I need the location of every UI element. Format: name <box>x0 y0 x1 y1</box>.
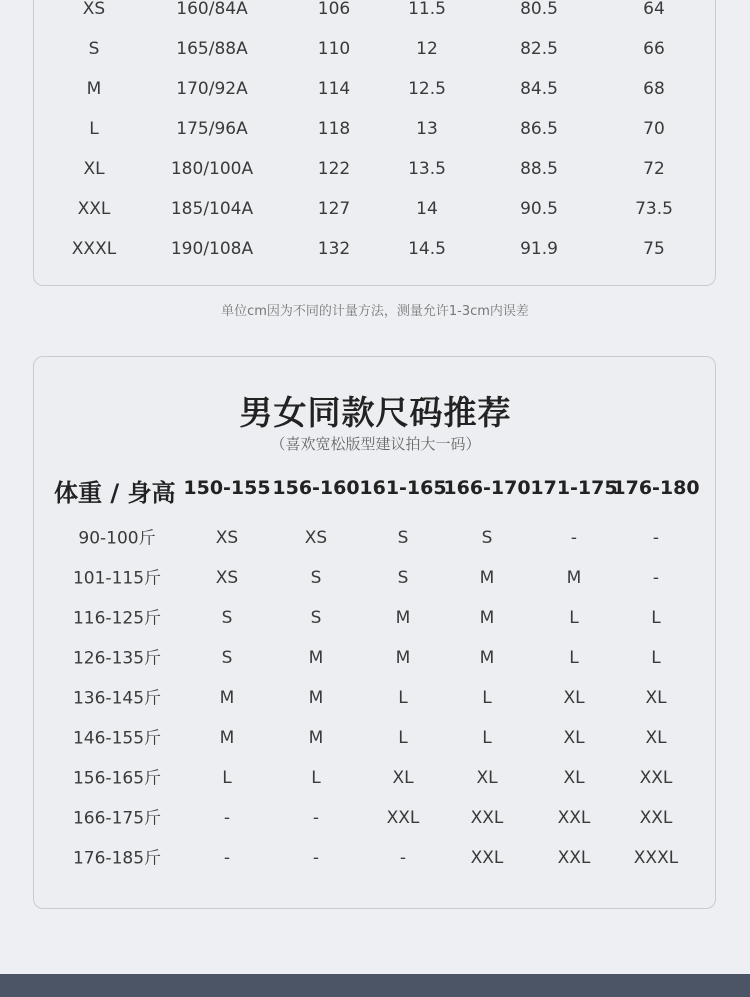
recommended-size-cell: - <box>570 528 578 548</box>
recommended-size-cell: L <box>222 768 232 788</box>
weight-label: 156-165斤 <box>72 768 162 789</box>
size-table-cell: 114 <box>317 79 351 99</box>
recommended-size-cell: XL <box>392 768 414 788</box>
recommended-size-cell: S <box>481 528 493 548</box>
size-table-cell: 175/96A <box>176 119 248 139</box>
size-table-cell: 132 <box>317 239 351 259</box>
recommended-size-cell: XXL <box>639 808 673 828</box>
recommended-size-cell: L <box>482 728 492 748</box>
size-table-cell: 180/100A <box>170 159 254 179</box>
recommended-size-cell: XL <box>563 768 585 788</box>
recommended-size-cell: XS <box>215 568 239 588</box>
recommended-size-cell: XXL <box>470 848 504 868</box>
size-table-cell: 160/84A <box>176 0 248 19</box>
recommended-size-cell: L <box>482 688 492 708</box>
recommended-size-cell: M <box>308 728 324 748</box>
size-table-cell: 88.5 <box>520 159 558 179</box>
size-table-cell: 73.5 <box>635 199 673 219</box>
weight-label: 101-115斤 <box>72 568 162 589</box>
size-table-cell: 12.5 <box>408 79 446 99</box>
recommended-size-cell: XL <box>476 768 498 788</box>
recommended-size-cell: - <box>399 848 407 868</box>
height-header-cell: 161-165 <box>359 477 447 499</box>
recommended-size-cell: M <box>219 688 235 708</box>
recommendation-title: 男女同款尺码推荐 <box>239 393 512 432</box>
size-table-cell: L <box>89 119 99 139</box>
size-table-cell: 70 <box>643 119 665 139</box>
recommended-size-cell: L <box>569 608 579 628</box>
recommended-size-cell: S <box>397 568 409 588</box>
weight-height-header: 体重 / 身高 <box>54 479 176 507</box>
size-table-cell: 66 <box>643 39 665 59</box>
weight-label: 136-145斤 <box>72 688 162 709</box>
recommended-size-cell: M <box>219 728 235 748</box>
recommended-size-cell: M <box>308 688 324 708</box>
recommended-size-cell: XS <box>304 528 328 548</box>
weight-label: 146-155斤 <box>72 728 162 749</box>
size-table-cell: 127 <box>317 199 351 219</box>
size-table-cell: 86.5 <box>520 119 558 139</box>
height-header-cell: 150-155 <box>183 477 271 499</box>
recommended-size-cell: L <box>651 608 661 628</box>
size-table-cell: 14 <box>416 199 438 219</box>
height-header-cell: 166-170 <box>443 477 531 499</box>
size-table-cell: 75 <box>643 239 665 259</box>
recommended-size-cell: XXXL <box>633 848 679 868</box>
recommended-size-cell: L <box>311 768 321 788</box>
size-table-cell: 80.5 <box>520 0 558 19</box>
size-table-cell: XL <box>83 159 105 179</box>
recommended-size-cell: M <box>308 648 324 668</box>
recommended-size-cell: L <box>398 728 408 748</box>
size-table-cell: 14.5 <box>408 239 446 259</box>
recommended-size-cell: XL <box>563 688 585 708</box>
weight-label: 90-100斤 <box>78 528 156 549</box>
recommended-size-cell: M <box>479 568 495 588</box>
recommended-size-cell: XXL <box>557 848 591 868</box>
recommended-size-cell: S <box>310 568 322 588</box>
weight-label: 126-135斤 <box>72 648 162 669</box>
recommended-size-cell: M <box>479 648 495 668</box>
weight-label: 166-175斤 <box>72 808 162 829</box>
recommended-size-cell: - <box>312 808 320 828</box>
recommended-size-cell: - <box>223 808 231 828</box>
size-table-cell: M <box>86 79 102 99</box>
recommended-size-cell: S <box>221 608 233 628</box>
recommended-size-cell: L <box>651 648 661 668</box>
size-table-cell: 90.5 <box>520 199 558 219</box>
recommended-size-cell: - <box>652 568 660 588</box>
recommended-size-cell: S <box>221 648 233 668</box>
recommended-size-cell: XXL <box>386 808 420 828</box>
weight-label: 176-185斤 <box>72 848 162 869</box>
recommendation-subtitle: （喜欢宽松版型建议拍大一码） <box>270 435 481 453</box>
recommended-size-cell: XL <box>645 728 667 748</box>
recommended-size-cell: M <box>395 648 411 668</box>
size-table-cell: 72 <box>643 159 665 179</box>
height-header-cell: 171-175 <box>530 477 618 499</box>
size-table-cell: 64 <box>643 0 665 19</box>
size-table-cell: 68 <box>643 79 665 99</box>
size-table-cell: 82.5 <box>520 39 558 59</box>
size-table-cell: 165/88A <box>176 39 248 59</box>
weight-label: 116-125斤 <box>72 608 162 629</box>
recommended-size-cell: XL <box>563 728 585 748</box>
recommended-size-cell: - <box>312 848 320 868</box>
size-table-cell: 110 <box>317 39 351 59</box>
size-table-cell: 12 <box>416 39 438 59</box>
height-header-cell: 156-160 <box>272 477 360 499</box>
size-table-cell: 190/108A <box>170 239 254 259</box>
bottom-bar <box>0 974 750 997</box>
recommended-size-cell: L <box>569 648 579 668</box>
size-table-cell: XS <box>82 0 106 19</box>
size-recommendation-card <box>33 356 716 909</box>
size-table-cell: XXXL <box>71 239 117 259</box>
size-table-cell: 118 <box>317 119 351 139</box>
size-table-cell: S <box>88 39 100 59</box>
size-table-cell: 106 <box>317 0 351 19</box>
size-table-cell: XXL <box>77 199 111 219</box>
size-table-cell: 122 <box>317 159 351 179</box>
recommended-size-cell: XS <box>215 528 239 548</box>
size-table-cell: 170/92A <box>176 79 248 99</box>
measurement-note: 单位cm因为不同的计量方法，测量允许1-3cm内误差 <box>221 304 529 319</box>
size-table-cell: 185/104A <box>170 199 254 219</box>
recommended-size-cell: M <box>395 608 411 628</box>
recommended-size-cell: L <box>398 688 408 708</box>
recommended-size-cell: XXL <box>470 808 504 828</box>
size-table-cell: 11.5 <box>408 0 446 19</box>
recommended-size-cell: M <box>566 568 582 588</box>
recommended-size-cell: - <box>652 528 660 548</box>
size-table-cell: 84.5 <box>520 79 558 99</box>
recommended-size-cell: XL <box>645 688 667 708</box>
size-chart-card <box>33 0 716 286</box>
recommended-size-cell: - <box>223 848 231 868</box>
recommended-size-cell: XXL <box>639 768 673 788</box>
recommended-size-cell: M <box>479 608 495 628</box>
size-table-cell: 91.9 <box>520 239 558 259</box>
recommended-size-cell: S <box>397 528 409 548</box>
recommended-size-cell: S <box>310 608 322 628</box>
size-table-cell: 13.5 <box>408 159 446 179</box>
recommended-size-cell: XXL <box>557 808 591 828</box>
size-table-cell: 13 <box>416 119 438 139</box>
height-header-cell: 176-180 <box>612 477 700 499</box>
